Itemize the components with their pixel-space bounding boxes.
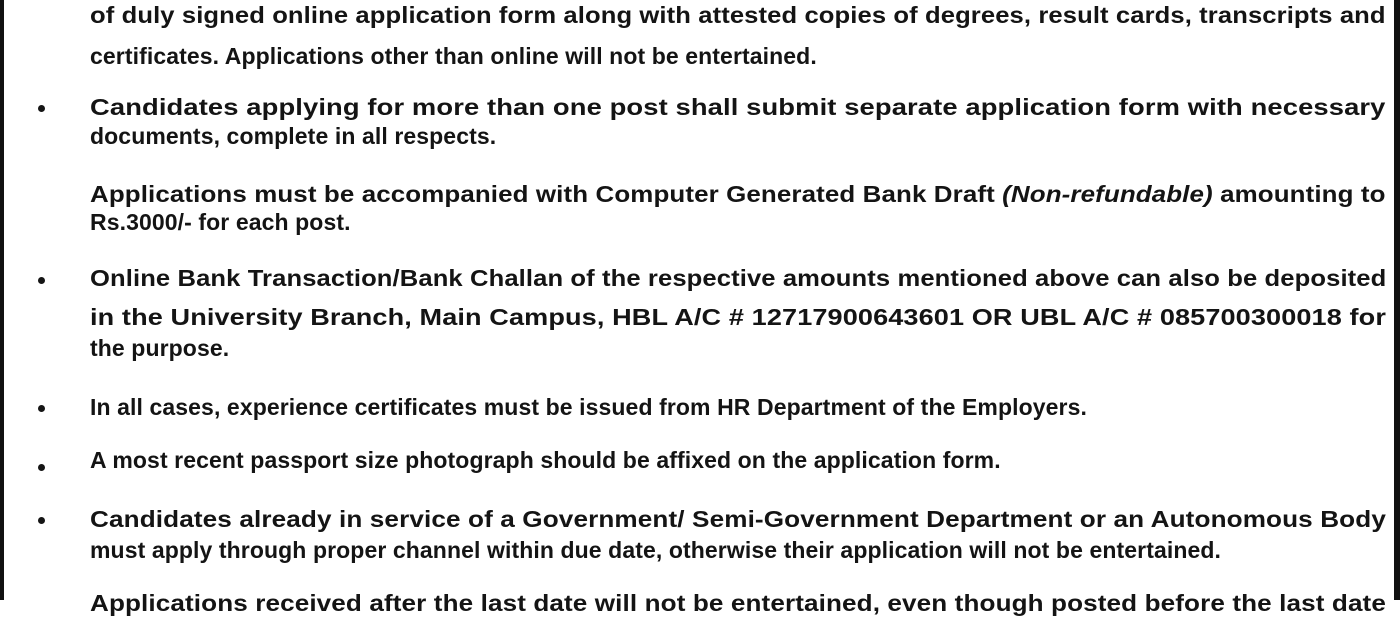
paragraph-1-line-2: certificates. Applications other than online will not be entertained. (90, 43, 817, 69)
paragraph-5-line-1: In all cases, experience certificates must be issued from HR Department of the Employers. (90, 394, 1087, 420)
non-refundable-note: (Non-refundable) (1002, 181, 1213, 207)
paragraph-6-line-1: A most recent passport size photograph should be affixed on the application form. (90, 447, 1001, 473)
paragraph-3-text-a: Applications must be accompanied with Computer Generated Bank Draft (90, 181, 1003, 207)
bullet-icon (38, 405, 45, 412)
bullet-icon (38, 464, 45, 471)
paragraph-4-line-3: the purpose. (90, 335, 230, 361)
paragraph-3-line-1 (90, 179, 1386, 209)
paragraph-3-line-2: Rs.3000/- for each post. (90, 209, 351, 235)
paragraph-7-line-2: must apply through proper channel within due date, otherwise their application will not be entertained. (90, 537, 1222, 563)
bullet-icon (38, 105, 45, 112)
bullet-icon (38, 517, 45, 524)
paragraph-2-line-2: documents, complete in all respects. (90, 123, 497, 149)
left-border-rule (0, 0, 4, 600)
paragraph-4-line-2: in the University Branch, Main Campus, HBL A/C # 12717900643601 OR UBL A/C # 085700300018 for (90, 304, 1387, 330)
paragraph-4-line-1: Online Bank Transaction/Bank Challan of the respective amounts mentioned above can also be deposited (90, 265, 1387, 291)
right-border-rule (1394, 0, 1400, 600)
paragraph-2-line-1: Candidates applying for more than one post shall submit separate application form with necessary (90, 94, 1386, 120)
bullet-icon (38, 277, 45, 284)
paragraph-3-text-c: amounting to (1212, 181, 1386, 207)
paragraph-7-line-1: Candidates already in service of a Government/ Semi-Government Department or an Autonomous Body (90, 506, 1386, 532)
paragraph-8-line-1: Applications received after the last date will not be entertained, even though posted before the last date (90, 590, 1386, 616)
paragraph-1-line-1: of duly signed online application form along with attested copies of degrees, result cards, transcripts and (90, 2, 1386, 28)
